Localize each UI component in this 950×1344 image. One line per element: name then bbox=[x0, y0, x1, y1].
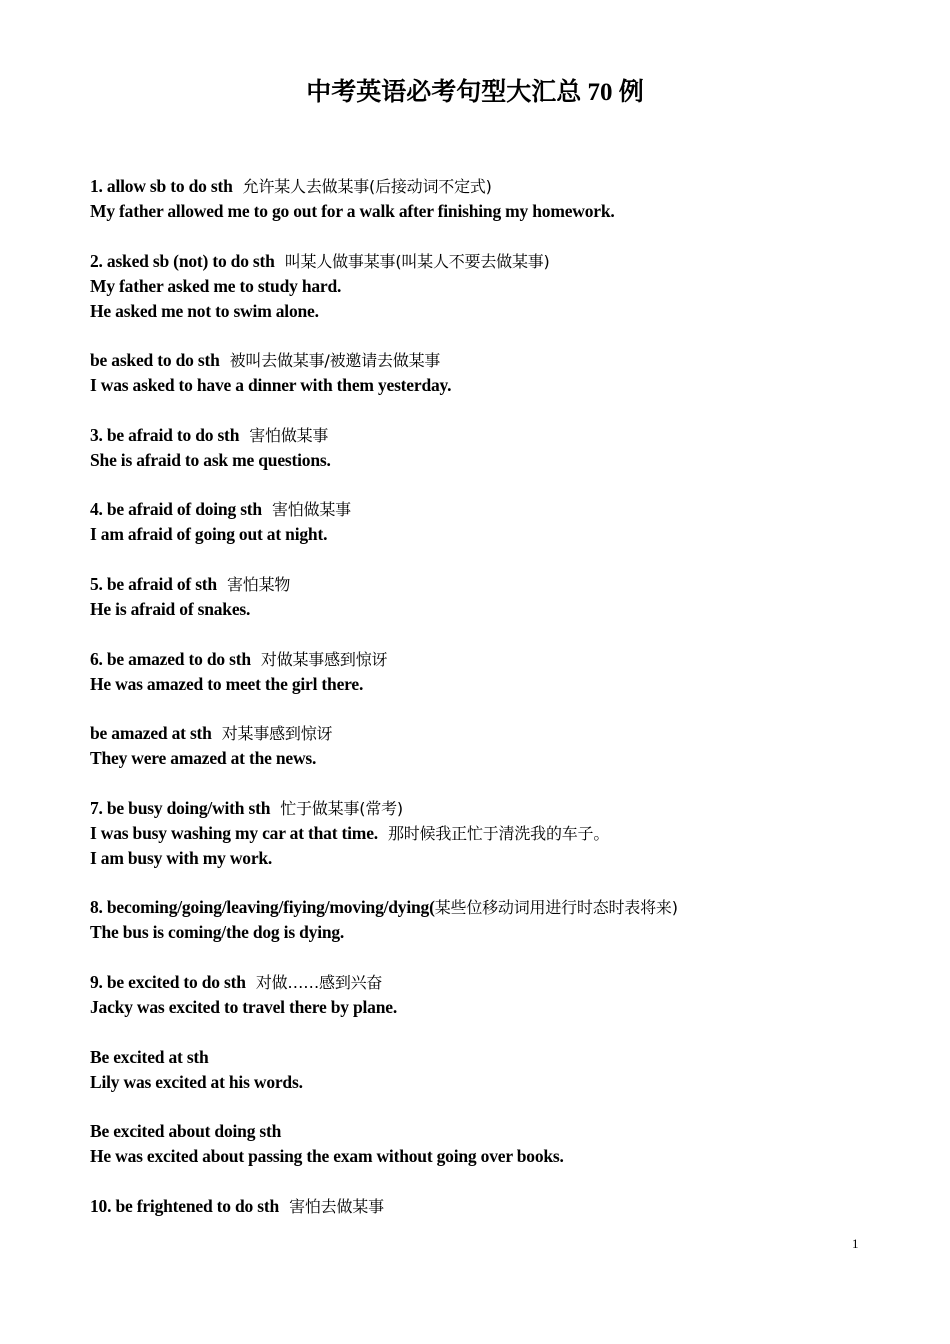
example-sentence: He was excited about passing the exam without going over books. bbox=[90, 1146, 564, 1167]
example-sentence: They were amazed at the news. bbox=[90, 748, 317, 769]
heading-zh: 害怕去做某事 bbox=[289, 1196, 384, 1216]
entry-5 bbox=[90, 572, 890, 622]
example-sentence: My father asked me to study hard. bbox=[90, 275, 342, 296]
entry-6b bbox=[90, 721, 890, 771]
heading-zh: 被叫去做某事/被邀请去做某事 bbox=[229, 351, 441, 371]
entry-heading bbox=[90, 796, 890, 821]
entry-2 bbox=[90, 249, 890, 324]
entry-9b bbox=[90, 1045, 890, 1095]
heading-en: be amazed at sth bbox=[90, 723, 212, 744]
entry-heading bbox=[90, 647, 890, 672]
page-title: 中考英语必考句型大汇总 70 例 bbox=[306, 79, 644, 106]
heading-zh: 害怕做某事 bbox=[249, 425, 329, 445]
example-sentence: Lily was excited at his words. bbox=[90, 1071, 303, 1092]
heading-en: 6. be amazed to do sth bbox=[90, 648, 251, 669]
entry-heading bbox=[90, 1045, 890, 1070]
heading-en: 5. be afraid of sth bbox=[90, 573, 217, 594]
example-sentence: He asked me not to swim alone. bbox=[90, 300, 319, 321]
heading-en: 7. be busy doing/with sth bbox=[90, 797, 271, 818]
entry-8 bbox=[90, 895, 890, 945]
entry-2b bbox=[90, 348, 890, 398]
heading-en: Be excited at sth bbox=[90, 1046, 209, 1067]
entry-heading bbox=[90, 249, 890, 274]
entry-heading bbox=[90, 721, 890, 746]
heading-zh: 对做某事感到惊讶 bbox=[260, 649, 388, 669]
heading-en: 3. be afraid to do sth bbox=[90, 424, 240, 445]
example-sentence: She is afraid to ask me questions. bbox=[90, 449, 331, 470]
heading-en: Be excited about doing sth bbox=[90, 1121, 282, 1142]
entry-heading bbox=[90, 572, 890, 597]
page-number: 1 bbox=[852, 1236, 859, 1251]
heading-en: 4. be afraid of doing sth bbox=[90, 499, 262, 520]
heading-zh: 对某事感到惊讶 bbox=[221, 724, 333, 744]
entry-heading bbox=[90, 348, 890, 373]
example-sentence: He is afraid of snakes. bbox=[90, 598, 251, 619]
entry-heading bbox=[90, 174, 890, 199]
heading-zh: 害怕做某事 bbox=[271, 500, 351, 520]
example-sentence: I was asked to have a dinner with them yesterday. bbox=[90, 375, 452, 396]
heading-en: be asked to do sth bbox=[90, 350, 220, 371]
heading-en: 2. asked sb (not) to do sth bbox=[90, 250, 275, 271]
entry-7 bbox=[90, 796, 890, 871]
entry-4 bbox=[90, 497, 890, 547]
entry-3 bbox=[90, 423, 890, 473]
entry-heading bbox=[90, 1194, 890, 1219]
example-sentence: I am busy with my work. bbox=[90, 847, 273, 868]
heading-zh: 某些位移动词用进行时态时表将来) bbox=[434, 898, 678, 918]
example-sentence: I am afraid of going out at night. bbox=[90, 524, 328, 545]
example-sentence: Jacky was excited to travel there by plane. bbox=[90, 996, 397, 1017]
example-zh: 那时候我正忙于清洗我的车子。 bbox=[387, 823, 610, 843]
heading-en: 8. becoming/going/leaving/fiying/moving/dying( bbox=[90, 897, 435, 918]
entry-9c bbox=[90, 1119, 890, 1169]
entry-10 bbox=[90, 1194, 890, 1219]
heading-zh: 允许某人去做某事(后接动词不定式) bbox=[242, 177, 492, 196]
entry-heading bbox=[90, 497, 890, 522]
example-sentence: He was amazed to meet the girl there. bbox=[90, 673, 364, 694]
heading-zh: 害怕某物 bbox=[226, 574, 291, 594]
entry-heading bbox=[90, 423, 890, 448]
entry-heading bbox=[90, 1119, 890, 1144]
example-en: I was busy washing my car at that time. bbox=[90, 822, 378, 843]
entry-heading bbox=[90, 895, 890, 920]
example-sentence: The bus is coming/the dog is dying. bbox=[90, 922, 345, 943]
example-sentence: My father allowed me to go out for a walk after finishing my homework. bbox=[90, 201, 615, 221]
heading-zh: 忙于做某事(常考) bbox=[280, 798, 403, 818]
example-sentence bbox=[90, 821, 890, 846]
entry-1 bbox=[90, 174, 890, 224]
entry-heading bbox=[90, 970, 890, 995]
heading-zh: 对做……感到兴奋 bbox=[255, 972, 383, 992]
entry-6 bbox=[90, 647, 890, 697]
heading-en: 1. allow sb to do sth bbox=[90, 176, 233, 196]
document-body bbox=[90, 174, 890, 1243]
entry-9 bbox=[90, 970, 890, 1020]
heading-en: 10. be frightened to do sth bbox=[90, 1195, 280, 1216]
heading-zh: 叫某人做事某事(叫某人不要去做某事) bbox=[284, 251, 550, 271]
heading-en: 9. be excited to do sth bbox=[90, 971, 246, 992]
